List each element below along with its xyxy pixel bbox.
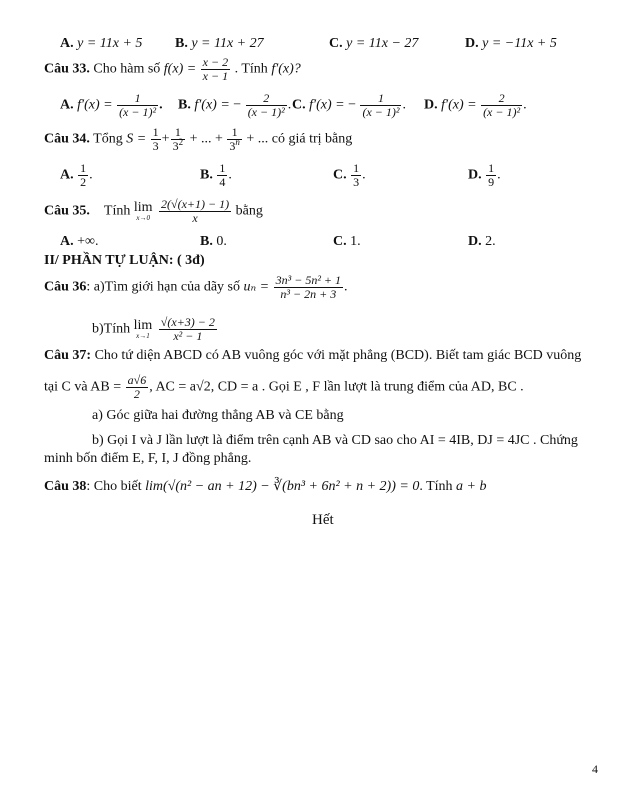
numerator: 2(√(x+1) − 1)	[161, 197, 230, 211]
option-expr: y = 11x + 27	[191, 36, 264, 51]
numerator: 3n³ − 5n² + 1	[275, 273, 342, 287]
denominator: x	[192, 210, 198, 225]
question-text: : Cho biết	[86, 479, 142, 494]
numerator: 1	[80, 161, 87, 175]
lim-sub: x→0	[136, 213, 150, 222]
option-label: A.	[60, 36, 74, 51]
option-label: C.	[333, 234, 347, 249]
question-label: Câu 37:	[44, 348, 92, 363]
denominator: 3	[353, 174, 360, 189]
option-end: .	[402, 97, 406, 113]
q35-option-a	[60, 234, 99, 250]
question-label: Câu 36	[44, 279, 87, 295]
option-label: C.	[333, 167, 347, 183]
option-value: +∞.	[77, 234, 99, 249]
option-label: B.	[200, 234, 213, 249]
numerator: 1	[353, 161, 360, 175]
option-fraction	[246, 92, 287, 118]
denominator: n³ − 2n + 3	[280, 286, 337, 301]
option-label: D.	[468, 234, 482, 249]
option-sign: −	[233, 97, 242, 113]
question-33	[44, 56, 301, 82]
option-label: C.	[329, 36, 343, 51]
option-end: .	[287, 97, 292, 113]
option-fraction	[360, 92, 401, 118]
q33-option-c	[292, 92, 406, 118]
denominator: x² − 1	[173, 328, 203, 343]
term-fraction: $\frac{1}{3}$	[152, 125, 159, 153]
numerator: x − 2	[202, 55, 229, 69]
option-value: 0.	[216, 234, 227, 249]
sum-lhs: S =	[126, 131, 147, 147]
sum-dots: + ... +	[189, 131, 223, 147]
question-37-part-b-line-2: minh bốn điểm E, F, I, J đồng phẳng.	[44, 451, 252, 466]
option-label: A.	[60, 234, 74, 249]
option-expr: y = 11x + 5	[77, 36, 143, 51]
question-36: Câu 36: a)Tìm giới hạn của dãy số uₙ = $\frac{\text{3n³ − 5n² + 1}}{\text{n³ − 2n + 3}}$ .	[44, 273, 348, 301]
option-sign: −	[348, 97, 356, 113]
term-fraction: $\frac{1}{3^n}$	[229, 125, 240, 153]
q34-option-d: D. $\frac{1}{9}$ .	[468, 161, 501, 189]
top-option-d	[465, 36, 557, 52]
option-value: 1.	[350, 234, 361, 249]
limit-operator	[134, 319, 153, 340]
option-label: A.	[60, 167, 74, 183]
q34-option-b: B. $\frac{1}{4}$ .	[200, 161, 232, 189]
option-fraction	[486, 162, 496, 188]
q35-option-d	[468, 234, 496, 250]
numerator: 2	[246, 92, 287, 106]
lim-word: lim	[133, 199, 153, 215]
function-fraction	[201, 56, 230, 82]
option-end: .	[159, 97, 163, 113]
option-end: .	[523, 97, 527, 113]
line-2-end: , AC = a√2, CD = a . Gọi E , F lần lượt là trung điểm của AD, BC .	[149, 379, 524, 395]
denominator: 2	[133, 386, 140, 401]
denominator: (x − 1)²	[483, 104, 521, 119]
function-lhs: f(x) =	[163, 61, 197, 77]
option-fraction	[78, 162, 88, 188]
q35-option-c	[333, 234, 361, 250]
numerator: 1	[117, 92, 158, 106]
sum-tail: + ...	[246, 131, 269, 147]
question-label: Câu 38	[44, 479, 87, 494]
option-label: B.	[175, 36, 188, 51]
denominator: (x − 1)²	[119, 104, 157, 119]
denominator: 4	[219, 174, 226, 189]
question-text-after: bằng	[235, 203, 263, 219]
question-text: Tính	[103, 203, 131, 219]
section-title: II/ PHẦN TỰ LUẬN: ( 3đ)	[44, 253, 205, 268]
option-expr: y = −11x + 5	[482, 36, 557, 51]
option-label: C.	[292, 97, 306, 113]
numerator: 1	[219, 161, 226, 175]
question-37-part-b-line-1: b) Gọi I và J lần lượt là điểm trên cạnh AB và CD sao cho AI = 4IB, DJ = 4JC . Chứng	[92, 433, 578, 448]
denominator: 2	[80, 174, 87, 189]
denominator: 9	[488, 174, 495, 189]
page-number: 4	[592, 762, 598, 776]
question-37-line-2	[44, 374, 524, 400]
sequence-fraction	[274, 274, 343, 300]
denominator: x − 1	[202, 68, 229, 83]
ab-fraction	[126, 374, 149, 400]
question-35	[44, 198, 263, 224]
question-ask: a + b	[456, 479, 487, 494]
numerator: 1	[488, 161, 495, 175]
question-37	[44, 348, 604, 364]
lim-word: lim	[133, 317, 153, 333]
end-marker: Hết	[312, 512, 334, 528]
option-lhs: f′(x) =	[441, 97, 477, 113]
numerator: 2	[481, 92, 522, 106]
question-36-part-b	[92, 316, 218, 342]
option-fraction	[217, 162, 227, 188]
limit-operator	[134, 201, 153, 222]
question-34: Câu 34. Tổng S = $\frac{1}{3}$ + $\frac{1}{3^2}$ + ... + $\frac{1}{3^n}$ + ... có giá trị bằng	[44, 125, 353, 153]
lim-sub: x→1	[136, 331, 150, 340]
option-label: D.	[465, 36, 479, 51]
option-fraction	[481, 92, 522, 118]
q34-option-a: A. $\frac{1}{2}$ .	[60, 161, 93, 189]
top-option-c	[329, 36, 418, 52]
option-lhs: f′(x) =	[194, 97, 230, 113]
limit-fraction	[159, 198, 231, 224]
option-label: A.	[60, 97, 74, 113]
question-text-after: . Tính	[234, 61, 268, 77]
q34-option-c: C. $\frac{1}{3}$ .	[333, 161, 366, 189]
question-text-after: . Tính	[419, 479, 453, 494]
denominator: (x − 1)²	[247, 104, 285, 119]
option-lhs: f′(x) =	[309, 97, 345, 113]
q33-option-b	[178, 92, 291, 118]
limit-fraction	[159, 316, 217, 342]
part-a-text: : a)Tìm giới hạn của dãy số	[86, 279, 240, 295]
denominator: (x − 1)²	[362, 104, 400, 119]
limit-expression: lim(√(n² − an + 12) − ∛(bn³ + 6n² + n + 2)) = 0	[145, 479, 420, 494]
question-text: Cho hàm số	[93, 61, 161, 77]
question-label: Câu 34.	[44, 131, 90, 147]
question-ask: f′(x)?	[271, 61, 301, 77]
q33-option-d	[424, 92, 527, 118]
question-37-part-a: a) Góc giữa hai đường thẳng AB và CE bằng	[92, 408, 344, 423]
option-label: D.	[424, 97, 438, 113]
option-fraction	[351, 162, 361, 188]
top-option-b	[175, 36, 264, 52]
line-2-start: tại C và AB =	[44, 379, 122, 395]
sequence-lhs: uₙ =	[243, 279, 270, 295]
numerator: 1	[360, 92, 401, 106]
question-label: Câu 33.	[44, 61, 90, 77]
question-text: Tổng	[93, 131, 123, 147]
numerator: √(x+3) − 2	[160, 315, 215, 329]
option-label: D.	[468, 167, 482, 183]
option-label: B.	[200, 167, 213, 183]
question-38	[44, 478, 487, 495]
option-fraction	[117, 92, 158, 118]
q35-option-b	[200, 234, 227, 250]
top-option-a	[60, 36, 142, 52]
option-value: 2.	[485, 234, 496, 249]
term-fraction: $\frac{1}{3^2}$	[172, 125, 184, 153]
question-text-after: có giá trị bằng	[271, 131, 353, 147]
option-expr: y = 11x − 27	[346, 36, 419, 51]
q33-option-a	[60, 92, 163, 118]
question-label: Câu 35.	[44, 203, 90, 219]
numerator: a√6	[127, 373, 147, 387]
option-lhs: f′(x) =	[77, 97, 113, 113]
option-label: B.	[178, 97, 191, 113]
part-b-text: b)Tính	[92, 321, 131, 337]
question-line-1: Cho tứ diện ABCD có AB vuông góc với mặt phẳng (BCD). Biết tam giác BCD vuông	[94, 348, 582, 363]
